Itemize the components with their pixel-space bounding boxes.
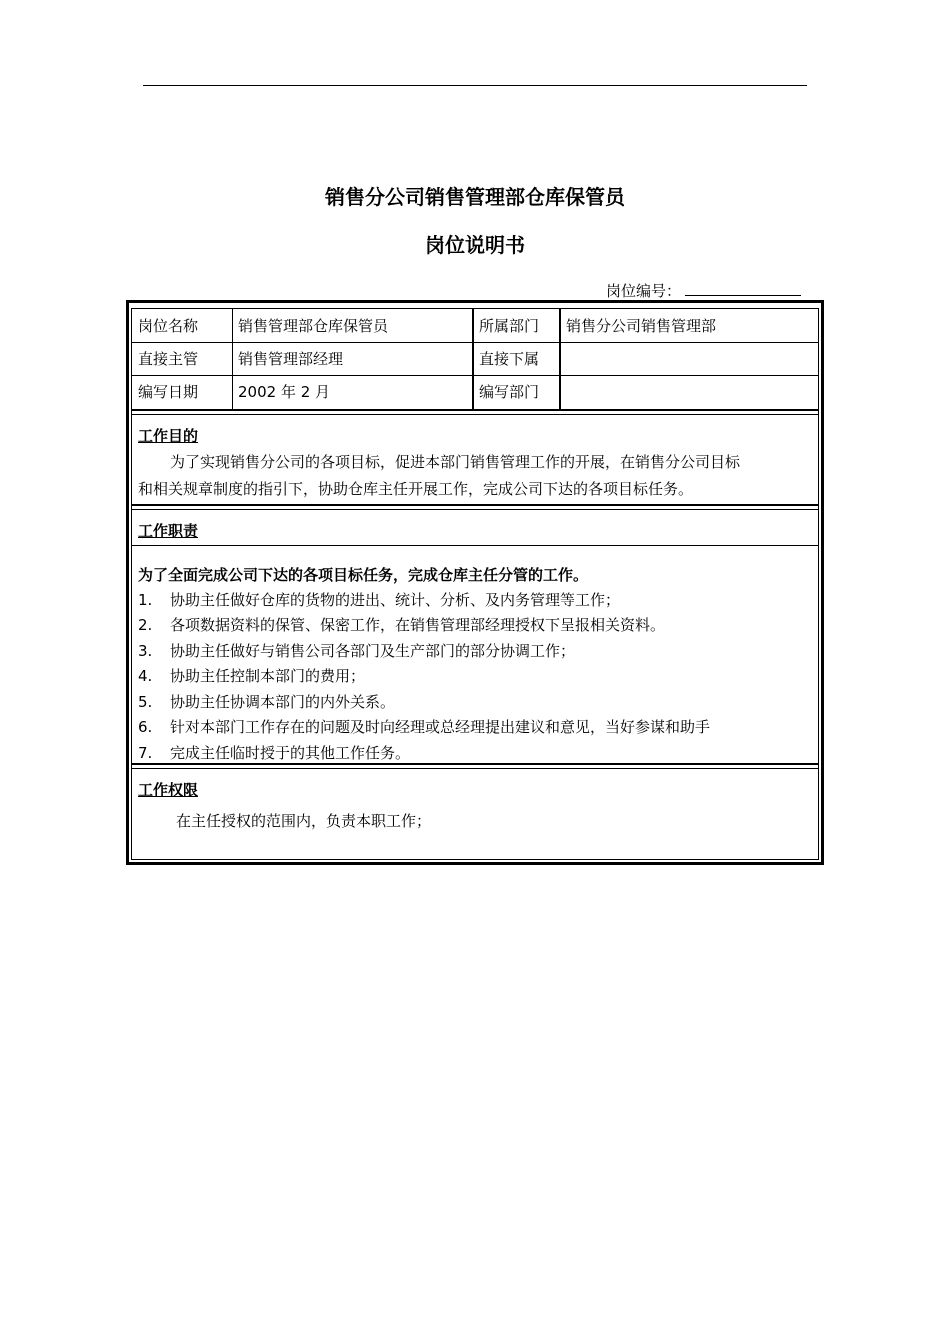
document-title: 销售分公司销售管理部仓库保管员 (325, 185, 625, 209)
duty-text: 完成主任临时授于的其他工作任务。 (170, 744, 411, 762)
duty-text: 协助主任做好仓库的货物的进出、统计、分析、及内务管理等工作； (170, 591, 621, 609)
value-department: 销售分公司销售管理部 (566, 317, 717, 335)
duties-heading: 工作职责 (138, 522, 199, 540)
duty-item (138, 640, 575, 661)
duty-text: 协助主任协调本部门的内外关系。 (170, 693, 396, 711)
duty-number: 7. (138, 744, 153, 762)
section-divider (132, 763, 818, 769)
duty-number: 6. (138, 718, 153, 736)
duty-number: 3. (138, 642, 153, 660)
label-supervisor: 直接主管 (138, 350, 199, 368)
grid-vline (559, 309, 561, 409)
duty-item (138, 716, 710, 737)
grid-vline (232, 309, 233, 409)
duty-text: 协助主任做好与销售公司各部门及生产部门的部分协调工作； (170, 642, 576, 660)
grid-hline (132, 342, 818, 343)
document-subtitle: 岗位说明书 (425, 233, 525, 257)
duty-number: 1. (138, 591, 153, 609)
authority-item (142, 810, 431, 831)
authority-text: 在主任授权的范围内，负责本职工作； (176, 812, 432, 830)
authority-heading: 工作权限 (138, 781, 199, 799)
label-department: 所属部门 (479, 317, 540, 335)
purpose-line-2: 和相关规章制度的指引下，协助仓库主任开展工作，完成公司下达的各项目标任务。 (138, 480, 694, 498)
header-rule (143, 85, 807, 86)
purpose-line-1: 为了实现销售分公司的各项目标，促进本部门销售管理工作的开展，在销售分公司目标 (170, 453, 741, 471)
label-date: 编写日期 (138, 383, 199, 401)
duty-item (138, 589, 620, 610)
duty-item (138, 691, 395, 712)
duty-number: 5. (138, 693, 153, 711)
value-position-name: 销售管理部仓库保管员 (238, 317, 389, 335)
post-number-blank (685, 281, 801, 296)
duty-text: 针对本部门工作存在的问题及时向经理或总经理提出建议和意见，当好参谋和助手 (170, 718, 711, 736)
duty-item (138, 742, 410, 763)
section-divider (132, 504, 818, 510)
duty-item (138, 665, 365, 686)
label-author-dept: 编写部门 (479, 383, 540, 401)
label-subordinate: 直接下属 (479, 350, 540, 368)
section-divider (132, 409, 818, 415)
post-number-field (606, 280, 801, 301)
duties-lead: 为了全面完成公司下达的各项目标任务，完成仓库主任分管的工作。 (138, 566, 589, 584)
value-date: 2002 年 2 月 (238, 383, 331, 401)
grid-hline (132, 545, 818, 546)
post-number-label: 岗位编号： (606, 282, 682, 300)
table-inner-border (131, 308, 819, 860)
grid-hline (132, 375, 818, 376)
duty-item (138, 614, 665, 635)
purpose-heading: 工作目的 (138, 427, 199, 445)
duty-text: 协助主任控制本部门的费用； (170, 667, 366, 685)
grid-vline (472, 309, 474, 409)
purpose-text (138, 449, 814, 503)
duty-number: 2. (138, 616, 153, 634)
duty-text: 各项数据资料的保管、保密工作，在销售管理部经理授权下呈报相关资料。 (170, 616, 666, 634)
job-description-table (126, 300, 824, 865)
label-position-name: 岗位名称 (138, 317, 199, 335)
duty-number: 4. (138, 667, 153, 685)
value-supervisor: 销售管理部经理 (238, 350, 344, 368)
